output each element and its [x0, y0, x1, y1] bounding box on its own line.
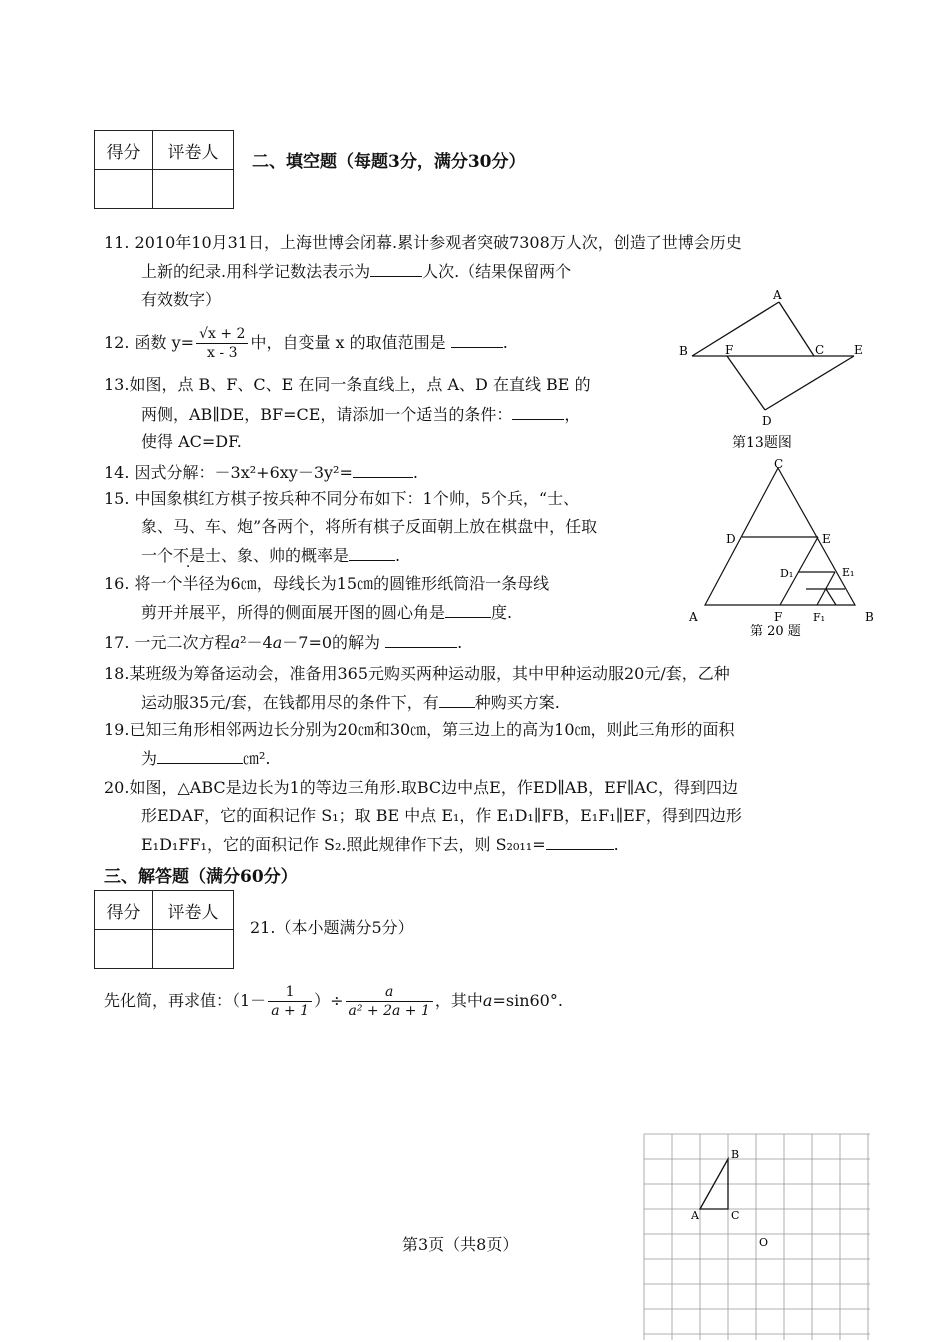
fig20-label-d: D	[726, 532, 736, 546]
score-cell[interactable]	[95, 930, 153, 969]
grader-cell[interactable]	[153, 930, 234, 969]
fig20-label-e1: E₁	[842, 566, 855, 579]
q19: 19.已知三角形相邻两边长分别为20㎝和30㎝，第三边上的高为10㎝，则此三角形的面积	[104, 720, 735, 739]
q18-answer-blank[interactable]	[439, 692, 475, 708]
q12: 12. 函数 y= $\frac{√x + 2}{x - 3}$ 中，自变量 x 的取值范围是 .	[104, 326, 508, 361]
fig20-caption: 第 20 题	[750, 624, 801, 639]
page-footer: 第3页（共8页）	[402, 1235, 519, 1254]
q11-line2: 上新的纪录.用科学记数法表示为 人次.（结果保留两个	[141, 262, 572, 281]
q16: 16. 将一个半径为6㎝，母线长为15㎝的圆锥形纸筒沿一条母线	[104, 574, 550, 593]
q21-fraction-1: $\frac{1}{a + 1}$	[268, 983, 312, 1020]
q15-line2: 象、马、车、炮”各两个，将所有棋子反面朝上放在棋盘中，任取	[141, 517, 598, 536]
figure-20	[680, 455, 880, 645]
fig20-label-e: E	[822, 532, 831, 546]
q20: 20.如图，△ABC是边长为1的等边三角形.取BC边中点E，作ED∥AB，EF∥AC，得到四边	[104, 778, 739, 797]
fig20-label-f1: F₁	[813, 611, 826, 624]
q12-answer-blank[interactable]	[451, 332, 503, 348]
q12-fraction: $\frac{√x + 2}{x - 3}$	[196, 325, 248, 362]
q16-line2: 剪开并展平，所得的侧面展开图的圆心角是 度.	[141, 603, 513, 622]
q15-answer-blank[interactable]	[349, 545, 395, 561]
q18-line2: 运动服35元/套，在钱都用尽的条件下，有 种购买方案.	[141, 693, 560, 712]
q11-line3: 有效数字）	[141, 290, 222, 309]
fig13-label-b: B	[679, 344, 688, 358]
figure-13	[670, 285, 870, 455]
q13-line2: 两侧，AB∥DE，BF=CE，请添加一个适当的条件： ，	[141, 405, 581, 424]
grader-cell[interactable]	[153, 170, 234, 209]
fig13-label-e: E	[854, 343, 863, 357]
q19-line2: 为 ㎝².	[141, 749, 271, 768]
q11-answer-blank[interactable]	[370, 261, 422, 277]
q18: 18.某班级为筹备运动会，准备用365元购买两种运动服，其中甲种运动服20元/套，乙种	[104, 664, 730, 683]
fig13-label-d: D	[762, 414, 772, 428]
q17: 17. 一元二次方程a²－4a－7=0的解为 .	[104, 633, 463, 652]
grader-label: 评卷人	[153, 131, 234, 170]
q16-answer-blank[interactable]	[445, 602, 491, 618]
section3-title: 三、解答题（满分60分）	[104, 867, 298, 887]
score-table-1	[94, 130, 234, 209]
q15-line3: 一个不是士、象、帅的概率是 .	[141, 546, 401, 565]
fig13-caption: 第13题图	[732, 435, 792, 451]
q15-emphasis: 不是	[173, 546, 206, 565]
score-table-2	[94, 890, 234, 969]
fig20-label-d1: D₁	[780, 567, 794, 580]
fig20-label-c: C	[774, 457, 784, 471]
q13-line3: 使得 AC=DF.	[141, 432, 242, 451]
q21-header: 21.（本小题满分5分）	[250, 918, 414, 937]
q21-fraction-2: $\frac{a}{\text{a² + 2a + 1}}$	[346, 983, 433, 1020]
fig13-label-a: A	[773, 288, 782, 302]
fig20-label-a: A	[689, 610, 698, 624]
fig13-label-f: F	[725, 343, 734, 357]
grid-label-a: A	[691, 1209, 699, 1222]
q14: 14. 因式分解：－3x²+6xy－3y²= .	[104, 463, 418, 482]
q14-answer-blank[interactable]	[353, 462, 413, 478]
q21-expression: 先化简，再求值：（1－ $\frac{1}{a + 1}$ ）÷ $\frac{a}{\text{a² + 2a + 1}}$ ，其中a=sin60°.	[104, 984, 563, 1019]
q19-answer-blank[interactable]	[157, 748, 243, 764]
score-cell[interactable]	[95, 170, 153, 209]
score-label: 得分	[95, 891, 153, 930]
section2-title: 二、填空题（每题3分，满分30分）	[252, 152, 526, 172]
grid-label-b: B	[731, 1148, 740, 1161]
fig13-label-c: C	[815, 343, 825, 357]
grid-figure	[640, 1130, 880, 1340]
q17-answer-blank[interactable]	[385, 632, 457, 648]
fig20-label-b: B	[865, 610, 874, 624]
fig20-label-f: F	[774, 610, 783, 624]
q15: 15. 中国象棋红方棋子按兵种不同分布如下：1个帅，5个兵，“士、	[104, 489, 580, 508]
q20-answer-blank[interactable]	[546, 834, 614, 850]
q20-line3: E₁D₁FF₁，它的面积记作 S₂.照此规律作下去，则 S₂₀₁₁= .	[141, 835, 619, 854]
q13: 13.如图，点 B、F、C、E 在同一条直线上，点 A、D 在直线 BE 的	[104, 375, 591, 394]
q20-line2: 形EDAF，它的面积记作 S₁；取 BE 中点 E₁，作 E₁D₁∥FB，E₁F₁∥EF，得到四边形	[141, 806, 742, 825]
grader-label: 评卷人	[153, 891, 234, 930]
q13-answer-blank[interactable]	[512, 404, 564, 420]
q11: 11. 2010年10月31日，上海世博会闭幕.累计参观者突破7308万人次，创造了世博会历史	[104, 233, 742, 252]
grid-label-o: O	[759, 1236, 769, 1249]
grid-label-c: C	[731, 1209, 740, 1222]
score-label: 得分	[95, 131, 153, 170]
